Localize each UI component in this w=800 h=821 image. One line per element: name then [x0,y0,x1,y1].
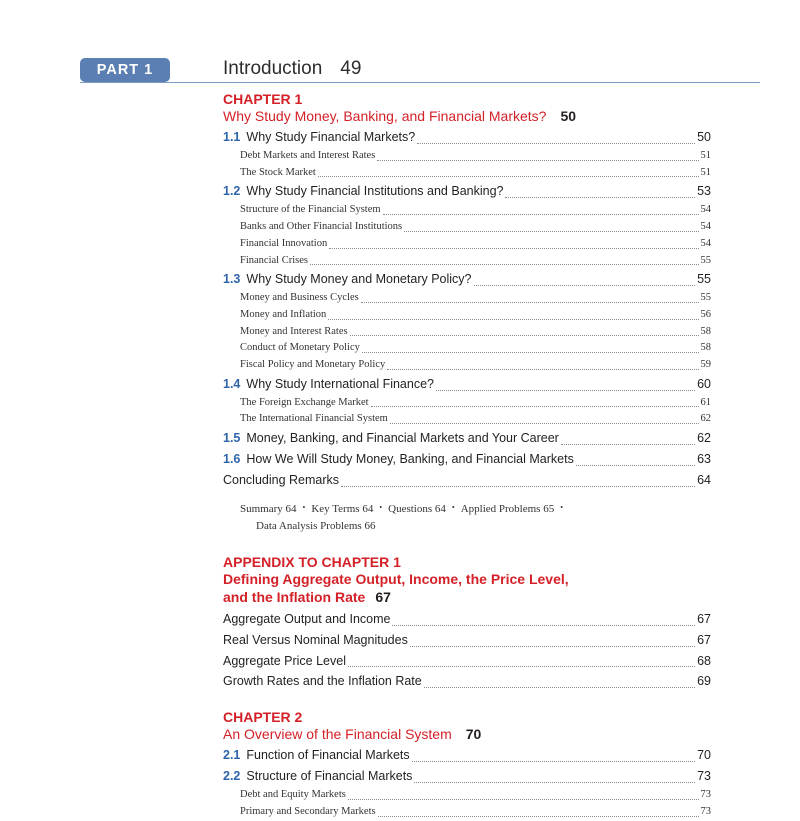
entry-page: 59 [700,359,711,371]
dot-leader [390,422,699,424]
dot-leader [361,301,699,303]
entry-title [223,745,410,766]
entry-page: 70 [697,748,711,763]
entry-title [223,374,434,395]
dot-leader [341,485,695,487]
section-title: Why Study Financial Markets? [246,130,416,144]
entry-page: 55 [700,254,711,266]
appendix-title-line-2: and the Inflation Rate [223,588,366,605]
section-entry-1-1[interactable] [223,127,711,148]
summary-item-label: Summary [240,502,283,515]
part-page-number: 49 [340,58,362,79]
entry-title: Banks and Other Financial Institutions [240,221,403,233]
appendix-title-line-1: Defining Aggregate Output, Income, the Price Level, [223,570,569,587]
dot-leader [383,213,699,215]
chapter-1-sections [223,127,711,470]
dot-leader [318,175,699,177]
entry-title: Conduct of Monetary Policy [240,342,360,354]
section-entry-1-5[interactable] [223,428,711,449]
chapter-2-sections [223,745,711,820]
entry-page: 67 [697,632,711,647]
subsection-entry[interactable] [223,307,711,324]
bullet-separator: • [302,502,306,512]
summary-item-label: Data Analysis Problems [256,519,362,532]
chapter-2-label: CHAPTER 2 [223,709,303,726]
concluding-remarks-entry[interactable] [223,470,711,491]
summary-item[interactable] [388,503,446,515]
entry-page: 63 [697,452,711,467]
dot-leader [310,263,699,265]
dot-leader [350,334,699,336]
section-title: Why Study Financial Institutions and Banking? [246,184,504,199]
appendix-entry[interactable] [223,671,711,692]
entry-page: 56 [700,308,711,320]
dot-leader [392,624,695,626]
section-number: 2.1 [223,748,241,763]
chapter-2-title-text: An Overview of the Financial System [223,726,452,743]
entry-title: Money and Interest Rates [240,325,348,337]
dot-leader [436,389,695,391]
subsection-entry[interactable] [223,804,711,821]
dot-leader [417,142,695,144]
dot-leader [328,318,698,320]
subsection-entry[interactable] [223,148,711,165]
entry-title: Financial Innovation [240,237,328,249]
summary-item-page: 66 [364,519,376,532]
section-entry-1-3[interactable] [223,269,711,290]
summary-item-label: Applied Problems [460,502,541,515]
summary-item[interactable] [256,520,375,532]
entry-title: Structure of the Financial System [240,204,381,216]
summary-item[interactable] [461,503,555,515]
dot-leader [474,284,696,286]
entry-title: Aggregate Output and Income [223,611,391,626]
entry-title: Concluding Remarks [223,473,340,488]
entry-page: 54 [700,204,711,216]
part-title-text: Introduction [223,58,323,79]
chapter-2-page: 70 [465,726,482,743]
dot-leader [424,686,695,688]
entry-title [223,127,415,148]
dot-leader [576,464,695,466]
summary-item-page: 65 [543,502,555,515]
subsection-entry[interactable] [223,290,711,307]
section-title: Structure of Financial Markets [246,769,413,784]
subsection-entry[interactable] [223,324,711,341]
summary-item-page: 64 [362,502,374,515]
entry-page: 58 [700,325,711,337]
entry-title: Fiscal Policy and Monetary Policy [240,359,386,371]
entry-page: 67 [697,611,711,626]
subsection-entry[interactable] [223,253,711,270]
entry-page: 68 [697,653,711,668]
entry-page: 62 [697,431,711,446]
dot-leader [378,815,699,817]
entry-page: 58 [700,342,711,354]
summary-item-page: 64 [285,502,297,515]
entry-title: Primary and Secondary Markets [240,805,376,817]
subsection-entry[interactable] [223,787,711,804]
section-entry-1-4[interactable] [223,374,711,395]
summary-item-page: 64 [434,502,446,515]
dot-leader [561,443,695,445]
section-number: 1.3 [223,272,241,287]
chapter-1-page: 50 [560,108,577,124]
entry-page: 55 [700,292,711,304]
entry-page: 55 [697,272,711,287]
entry-page: 62 [700,413,711,425]
entry-title: Money and Business Cycles [240,292,359,304]
entry-page: 73 [700,805,711,817]
section-title: Money, Banking, and Financial Markets and Your Career [246,431,559,446]
entry-page: 51 [700,166,711,178]
entry-title [223,766,412,787]
chapter-2-title[interactable] [223,725,711,743]
section-entry-2-1[interactable] [223,745,711,766]
appendix-page: 67 [375,588,391,605]
section-number: 2.2 [223,769,241,784]
entry-page: 73 [700,789,711,801]
subsection-entry[interactable] [223,236,711,253]
section-entry-2-2[interactable] [223,766,711,787]
entry-title: Money and Inflation [240,308,327,320]
dot-leader [371,405,699,407]
entry-page: 51 [700,150,711,161]
entry-title: Aggregate Price Level [223,653,346,668]
subsection-entry[interactable] [223,395,711,412]
section-title: Why Study International Finance? [246,376,434,391]
section-number: 1.2 [223,184,241,199]
summary-item[interactable] [311,503,373,515]
subsection-entry[interactable] [223,357,711,374]
summary-line-1 [240,499,711,518]
section-number: 1.6 [223,452,241,467]
chapter-1-label: CHAPTER 1 [223,91,303,107]
section-title: Function of Financial Markets [246,748,410,763]
appendix-items [223,609,711,692]
entry-page: 54 [700,221,711,233]
entry-page: 50 [697,130,711,144]
section-number: 1.1 [223,130,241,144]
dot-leader [404,230,698,232]
entry-page: 61 [700,396,711,408]
entry-title [223,269,472,290]
entry-title: Financial Crises [240,254,308,266]
section-entry-1-2[interactable] [223,181,711,202]
entry-title: The Stock Market [240,166,316,178]
bullet-separator: • [451,502,455,512]
dot-leader [505,196,695,198]
dot-leader [414,781,695,783]
subsection-entry[interactable] [223,165,711,182]
section-number: 1.5 [223,431,241,446]
dot-leader [362,351,699,353]
appendix-entry[interactable] [223,651,711,672]
entry-title [223,428,559,449]
subsection-entry[interactable] [223,219,711,236]
appendix-entry[interactable] [223,609,711,630]
appendix-entry[interactable] [223,630,711,651]
part-title[interactable] [223,58,361,80]
entry-page: 69 [697,674,711,689]
entry-page: 53 [697,184,711,199]
entry-title: Real Versus Nominal Magnitudes [223,632,408,647]
dot-leader [412,760,695,762]
entry-page: 60 [697,376,711,391]
bullet-separator: • [379,502,383,512]
subsection-entry[interactable] [223,202,711,219]
appendix-title[interactable] [223,570,711,606]
part-badge: PART 1 [80,58,170,82]
entry-title: Debt Markets and Interest Rates [240,150,376,161]
appendix-label: APPENDIX TO CHAPTER 1 [223,553,401,570]
section-number: 1.4 [223,376,241,391]
section-title: Why Study Money and Monetary Policy? [246,272,472,287]
entry-title: The International Financial System [240,413,388,425]
entry-page: 64 [697,473,711,488]
bullet-separator: • [560,502,563,512]
entry-title: The Foreign Exchange Market [240,396,369,408]
entry-title: Debt and Equity Markets [240,789,346,801]
summary-item-label: Key Terms [311,502,360,515]
subsection-entry[interactable] [223,411,711,428]
part-divider [80,82,760,83]
end-of-chapter-items [223,499,711,535]
chapter-1-title-text: Why Study Money, Banking, and Financial Markets? [223,108,547,124]
entry-page: 73 [697,769,711,784]
entry-title [223,181,503,202]
section-title: How We Will Study Money, Banking, and Financial Markets [246,452,574,467]
summary-item-label: Questions [388,502,433,515]
entry-title: Growth Rates and the Inflation Rate [223,674,422,689]
table-of-contents [223,91,711,821]
dot-leader [377,159,698,161]
section-entry-1-6[interactable] [223,449,711,470]
dot-leader [387,368,698,370]
summary-line-2 [240,518,711,535]
subsection-entry[interactable] [223,340,711,357]
entry-title [223,449,574,470]
chapter-1-title[interactable] [223,107,711,125]
summary-item[interactable] [240,503,297,515]
dot-leader [410,645,695,647]
entry-page: 54 [700,237,711,249]
dot-leader [329,247,698,249]
dot-leader [348,665,695,667]
